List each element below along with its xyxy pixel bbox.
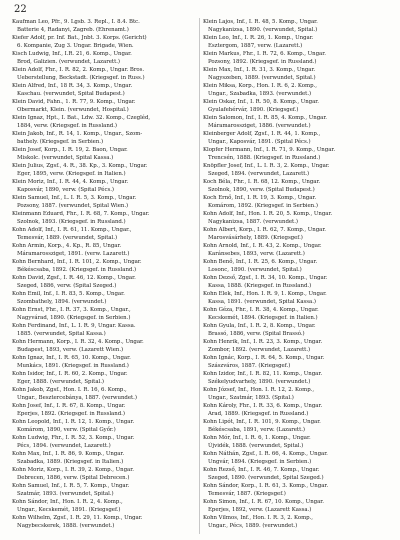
entry-line: Karánsebes, 1893, verw. (Lazarett.) bbox=[208, 251, 305, 257]
entry-line: Nagyszeben, 1889. (verwundet, Spital.) bbox=[208, 75, 316, 81]
entry-line: Kaposvár, 1890, verw. (Spital Pécs.) bbox=[17, 187, 114, 193]
entry-line: Kohn David, Zgsf., I. R. 46, 12. Komp., Ungar. bbox=[12, 275, 136, 281]
entry-line: Kohn Ignác, Korp., I. R. 64, 5. Komp., Ungar. bbox=[203, 355, 325, 361]
entry-line: Losonc, 1890. (verwundet, Spital.) bbox=[208, 267, 302, 273]
entry-line: Kohn Vilmos, Inf., Hon. I. R. 3, 2. Komp., bbox=[203, 515, 314, 521]
entry-line: Klein Adolf, Fhr., I. R. 82, 2. Komp., Ungar. Bros. bbox=[12, 67, 145, 73]
entry-line: Miskolc. (verwundet, Spital Kassa.) bbox=[17, 155, 114, 161]
entry-line: Kaufman Leo, Pfr., 9. Lgsb. 3. Repl., I. 8.4. Btc. bbox=[12, 19, 140, 25]
entry-line: Eperjes, 1892. (Kriegsgef. in Russland.) bbox=[17, 411, 125, 417]
entry-line: Klein David, Fahn., 1. R. 77, 9. Komp., Ungar. bbox=[12, 99, 136, 105]
entry-line: Klein Salomon, Inf., I. R. 85, 4. Komp., Ungar. bbox=[203, 115, 327, 121]
left-column bbox=[12, 18, 198, 534]
entry-line: bathely. (Kriegsgef. in Serbien.) bbox=[17, 139, 104, 145]
entry-line: Marosvásárhely, 1889. (Kriegsgef.) bbox=[208, 235, 303, 241]
entry-line: Klein Oskar, Inf., I. R. 50, 8. Komp., Ungar. bbox=[203, 99, 319, 105]
entry-line: Eger, 1895, verw. (Kriegsgef. in Italien.) bbox=[17, 171, 126, 177]
entry-line: Kohn Lipót, Inf., I. R. 101, 9. Komp., Ungar. bbox=[203, 419, 321, 425]
entry-line: Klein Julius, Zgsf., 4. R., 38. Kp., 3. Komp., Ungar. bbox=[12, 163, 148, 169]
entry-line: Temesvár, 1889. (verwundet, Spital.) bbox=[17, 235, 118, 241]
entry-line: Szabadka, 1889. (Kriegsgef. in Italien.) bbox=[17, 459, 124, 465]
entry-line: Klein Leo, Inf., I. R. 26, 1. Komp., Ungar. bbox=[203, 35, 314, 41]
entry-line: 1884, verw. (Kriegsgef. in Russland.) bbox=[17, 123, 117, 129]
entry-line: Pécs, 1894. (verwundet, Lazarett.) bbox=[17, 443, 111, 449]
entry-line: Kassa, 1888. (Kriegsgef. in Russland.) bbox=[208, 283, 312, 289]
entry-line: Székelyudvarhely, 1890. (verwundet.) bbox=[208, 379, 311, 385]
entry-line: Kohn Wilhelm, Zgsf., I. R. 29, 11. Komp., Ungar. bbox=[12, 515, 143, 521]
entry-line: Kohn Arnold, Inf., I. R. 43, 2. Komp., Ungar. bbox=[203, 243, 322, 249]
entry-line: Szeged, 1894. (verwundet, Lazarett.) bbox=[208, 171, 310, 177]
entry-line: Kohn Elek, Inf., Hon. I. R. 9, 1. Komp., Ungar. bbox=[203, 291, 327, 297]
entry-line: Ungar., Besztercebánya, 1887. (verwundet.) bbox=[17, 395, 137, 401]
entry-line: Ungar., Szatmár, 1893. (Spital.) bbox=[208, 395, 294, 401]
entry-line: Újvidék, 1888. (verwundet, Spital.) bbox=[208, 443, 304, 449]
entry-line: Nagyvárad, 1890. (Kriegsgef. in Serbien.) bbox=[17, 315, 131, 321]
entry-line: Trencsén, 1888. (Kriegsgef. in Russland.) bbox=[208, 155, 321, 161]
entry-line: Brassó, 1886, verw. (Spital Brassó.) bbox=[208, 331, 305, 337]
entry-line: Kleinmann Eduard, Fhr., I. R. 68, 7. Komp., Ungar. bbox=[12, 211, 150, 217]
entry-line: Klopfer Hermann, Inf., I. R. 71, 9. Komp., Ungar. bbox=[203, 147, 336, 153]
entry-line: Kohn Henrik, Inf., I. R. 23, 3. Komp., Ungar. bbox=[203, 339, 323, 345]
entry-line: Szeged, 1890. (verwundet, Spital Szeged.) bbox=[208, 475, 324, 481]
entry-line: Budapest, 1893, verw. (Lazarett Wien.) bbox=[17, 347, 124, 353]
entry-line: Kohn Isidor, Inf., I. R. 60, 2. Komp., Ungar. bbox=[12, 371, 128, 377]
entry-line: Brod, Galizien. (verwundet, Lazarett.) bbox=[17, 59, 120, 65]
entry-line: Kohn Armin, Korp., 4. Kp., R. 85, Ungar. bbox=[12, 243, 122, 249]
entry-line: Kohn Josef, Inf., I. R. 67, 8. Komp., Ungar. bbox=[12, 403, 126, 409]
entry-line: Klein Ignaz, Hpt., I. Bat., Ldw. 32. Komp., Czegléd, bbox=[12, 115, 151, 121]
entry-line: Ungar., Pécs, 1889. (verwundet.) bbox=[208, 523, 298, 529]
entry-line: Békéscsaba, 1891, verw. (Lazarett.) bbox=[208, 427, 305, 433]
entry-line: Zombor, 1892. (verwundet, Lazarett.) bbox=[208, 347, 311, 353]
entry-line: Komárom, 1892. (Kriegsgef. in Serbien.) bbox=[208, 203, 318, 209]
entry-line: Koch Béla, Fhr., I. R. 68, 12. Komp., Ungar. bbox=[203, 179, 321, 185]
entry-line: 1885. (verwundet, Spital Kassa.) bbox=[17, 331, 106, 337]
entry-line: Arad, 1889. (Kriegsgef. in Russland.) bbox=[208, 411, 309, 417]
entry-line: Kohn Ernst, Fhr., I. R. 37, 3. Komp., Ungar., bbox=[12, 307, 131, 313]
entry-line: Kohn Hermann, Korp., I. R. 32, 4. Komp., Ungar. bbox=[12, 339, 144, 345]
entry-line: Nagykanizsa, 1890. (verwundet, Spital.) bbox=[208, 27, 318, 33]
entry-line: Kohn Károly, Fhr., I. R. 33, 6. Komp., Ungar. bbox=[203, 403, 323, 409]
entry-line: Kisch Ludwig, Inf., I.R. 21, 6. Komp., Ungar. bbox=[12, 51, 132, 57]
entry-line: Kohn Albert, Korp., I. R. 62, 7. Komp., Ungar. bbox=[203, 227, 326, 233]
entry-line: Kassa, 1891. (verwundet, Spital Kassa.) bbox=[208, 299, 316, 305]
entry-line: Kohn Sándor, Korp., I. R. 61, 3. Komp., Ungar. bbox=[203, 483, 329, 489]
entry-line: Kohn Max, Inf., I. R. 86, 9. Komp., Ungar. bbox=[12, 451, 125, 457]
entry-line: Ungar., Szabadka, 1893. (verwundet.) bbox=[208, 91, 312, 97]
entry-line: Klein Lajos, Inf., I. R. 48, 5. Komp., Ungar. bbox=[203, 19, 318, 25]
entry-line: Máramarossziget, 1886. (verwundet.) bbox=[208, 123, 311, 129]
entry-line: Kecskemét, 1894. (Kriegsgef. in Italien.) bbox=[208, 315, 318, 321]
entry-line: Pozsony, 1887. (verwundet, Spital Wien.) bbox=[17, 203, 129, 209]
entry-line: Szeged, 1886, verw. (Spital Szeged.) bbox=[17, 283, 117, 289]
entry-line: Kohn Mór, Inf., I. R. 6, 1. Komp., Ungar. bbox=[203, 435, 311, 441]
entry-line: Ueberstellung, Beckstadt. (Kriegsgef. in Russ.) bbox=[17, 75, 145, 81]
entry-line: Nagybecskerek, 1888. (verwundet.) bbox=[17, 523, 115, 529]
entry-line: Máramarossziget, 1891. (verw. Lazarett.) bbox=[17, 251, 130, 257]
entry-line: Klein Josef, Korp., I. R. 19, 2. Baon, Ungar. bbox=[12, 147, 128, 153]
entry-line: Békéscsaba, 1892. (Kriegsgef. in Russland.) bbox=[17, 267, 137, 273]
entry-line: Kohn Samuel, Inf., I. R. 5, 7. Komp., Ungar. bbox=[12, 483, 130, 489]
entry-line: Knöpfler Josef, Inf., L. I. R. 3, 2. Komp., Ungar. bbox=[203, 163, 330, 169]
entry-line: Klein Max, Inf., I. R. 31, 3. Komp., Ungar. bbox=[203, 67, 316, 73]
entry-line: Ungvár, 1894. (Kriegsgef. in Serbien.) bbox=[208, 459, 312, 465]
entry-line: Komárom, 1890, verw. (Spital Győr.) bbox=[17, 427, 116, 433]
entry-line: Klein Samuel, Inf., L. I. R. 5, 3. Komp., Ungar. bbox=[12, 195, 137, 201]
entry-line: Klein Alfred, Inf., 18 R. 34, 3. Komp., Ungar. bbox=[12, 83, 133, 89]
entry-line: Kohn Adolf, Inf., I. R. 61, 11. Komp., Ungar., bbox=[12, 227, 132, 233]
entry-line: Kohn Náthán, Zgsf., I. R. 66, 4. Komp., Ungar. bbox=[203, 451, 328, 457]
entry-line: Gyulafehérvár, 1890. (Kriegsgef.) bbox=[208, 107, 299, 113]
entry-line: Eperjes, 1892, verw. (Lazarett Kassa.) bbox=[208, 507, 312, 513]
entry-line: Pozsony, 1892. (Kriegsgef. in Russland.) bbox=[208, 59, 317, 65]
entry-line: Koch Ernő, Inf., I. R. 19, 3. Komp., Ungar. bbox=[203, 195, 317, 201]
entry-line: Klein Moriz, Inf., I. R. 44, 4. Komp., Ungar. bbox=[12, 179, 129, 185]
entry-line: Kohn Moriz, Korp., I. R. 39, 2. Komp., Ungar. bbox=[12, 467, 134, 473]
entry-line: Eger, 1888. (verwundet, Spital.) bbox=[17, 379, 104, 385]
entry-line: Temesvár, 1887. (Kriegsgef.) bbox=[208, 491, 286, 497]
entry-line: Kohn Emil, Inf., I. R. 83, 5. Komp., Ungar. bbox=[12, 291, 125, 297]
entry-line: Ungar., Kecskemét, 1891. (Kriegsgef.) bbox=[17, 507, 121, 513]
entry-line: Kohn Ferdinand, Inf., L. I. R. 9, Ungar. Kassa. bbox=[12, 323, 136, 329]
entry-line: Kaschau. (verwundet, Spital Budapest.) bbox=[17, 91, 125, 97]
entry-line: Szolnok, 1890, verw. (Spital Budapest.) bbox=[208, 187, 315, 193]
page-number: 22 bbox=[14, 4, 27, 15]
entry-line: Munkács, 1891. (Kriegsgef. in Russland.) bbox=[17, 363, 129, 369]
entry-line: Kohn József, Inf., Hon. I. R. 12, 2. Komp., bbox=[203, 387, 315, 393]
entry-line: Debrecen, 1886, verw. (Spital Debrecen.) bbox=[17, 475, 130, 481]
entry-line: Kohn Ignaz, Inf., I. R. 65, 10. Komp., Ungar. bbox=[12, 355, 131, 361]
entry-line: Szolnok, 1893. (Kriegsgef. in Russland.) bbox=[17, 219, 126, 225]
entry-line: Klein Jakob, Inf., R. 14, 1. Komp., Ungar., Szom- bbox=[12, 131, 143, 137]
entry-line: Szatmár, 1893. (verwundet, Spital.) bbox=[17, 491, 114, 497]
entry-line: Kohn Leopold, Inf., I. R. 12, 1. Komp., Ungar. bbox=[12, 419, 135, 425]
entry-line: Kohn Rezső, Inf., I. R. 46, 7. Komp., Ungar. bbox=[203, 467, 320, 473]
entry-line: Kohn Dezső, Zgsf., I. R. 34, 10. Komp., Ungar. bbox=[203, 275, 328, 281]
entry-line: Ungar., Kaposvár, 1891. (Spital Pécs.) bbox=[208, 139, 311, 145]
column-divider bbox=[199, 18, 200, 534]
entry-line: Esztergom, 1887, verw. (Lazarett.) bbox=[208, 43, 303, 49]
entry-line: Kohn Ludwig, Fhr., I. R. 52, 3. Komp., Ungar. bbox=[12, 435, 135, 441]
entry-line: 6. Kompanie, Zug 3. Ungar. Brigade, Wien. bbox=[17, 43, 134, 49]
entry-line: Obermarkt, Klein. (verwundet, Hospital.) bbox=[17, 107, 129, 113]
entry-line: Kohn Benő, Inf., I. R. 25, 6. Komp., Ungar. bbox=[203, 259, 318, 265]
entry-line: Kleinberger Adolf, Zgsf., I. R. 44, 1. Komp., bbox=[203, 131, 321, 137]
entry-line: Batterie 4, Radanyi, Zagreb. (Ehrenamt.) bbox=[17, 27, 129, 33]
entry-line: Kohn Adolf, Inf., Hon. I. R. 20, 5. Komp., Ungar. bbox=[203, 211, 333, 217]
entry-line: Nagykanizsa, 1887. (verwundet.) bbox=[208, 219, 298, 225]
entry-line: Szászváros, 1887. (Kriegsgef.) bbox=[208, 363, 291, 369]
entry-line: Klein Markus, Fhr., I. R. 72, 6. Komp., Ungar. bbox=[203, 51, 326, 57]
entry-line: Kohn Gyula, Inf., I. R. 2, 8. Komp., Ungar. bbox=[203, 323, 316, 329]
right-column bbox=[203, 18, 389, 534]
entry-line: Kohn Sándor, Inf., Hon. I. R. 2, 4. Komp., bbox=[12, 499, 123, 505]
entry-line: Klein Miksa, Korp., Hon. I. R. 6, 2. Komp., bbox=[203, 83, 317, 89]
entry-line: Kohn Jakob, Zgsf., Hon. I. R. 16, 6. Komp., bbox=[12, 387, 127, 393]
entry-line: Kohn Simon, Inf., I. R. 67, 10. Komp., Ungar. bbox=[203, 499, 324, 505]
entry-line: Kiefer Adolf, pr. Inf. Bat., Jnbt. 3. Korps. (Gericht) bbox=[12, 35, 147, 41]
entry-line: Kohn Izidor, Inf., I. R. 82, 11. Komp., Ungar. bbox=[203, 371, 323, 377]
entry-line: Kohn Bernhard, Inf., I. R. 101, 2. Komp., Ungar. bbox=[12, 259, 142, 265]
entry-line: Szombathely, 1894. (verwundet.) bbox=[17, 299, 107, 305]
entry-line: Kohn Géza, Fhr., I. R. 38, 4. Komp., Ungar. bbox=[203, 307, 319, 313]
